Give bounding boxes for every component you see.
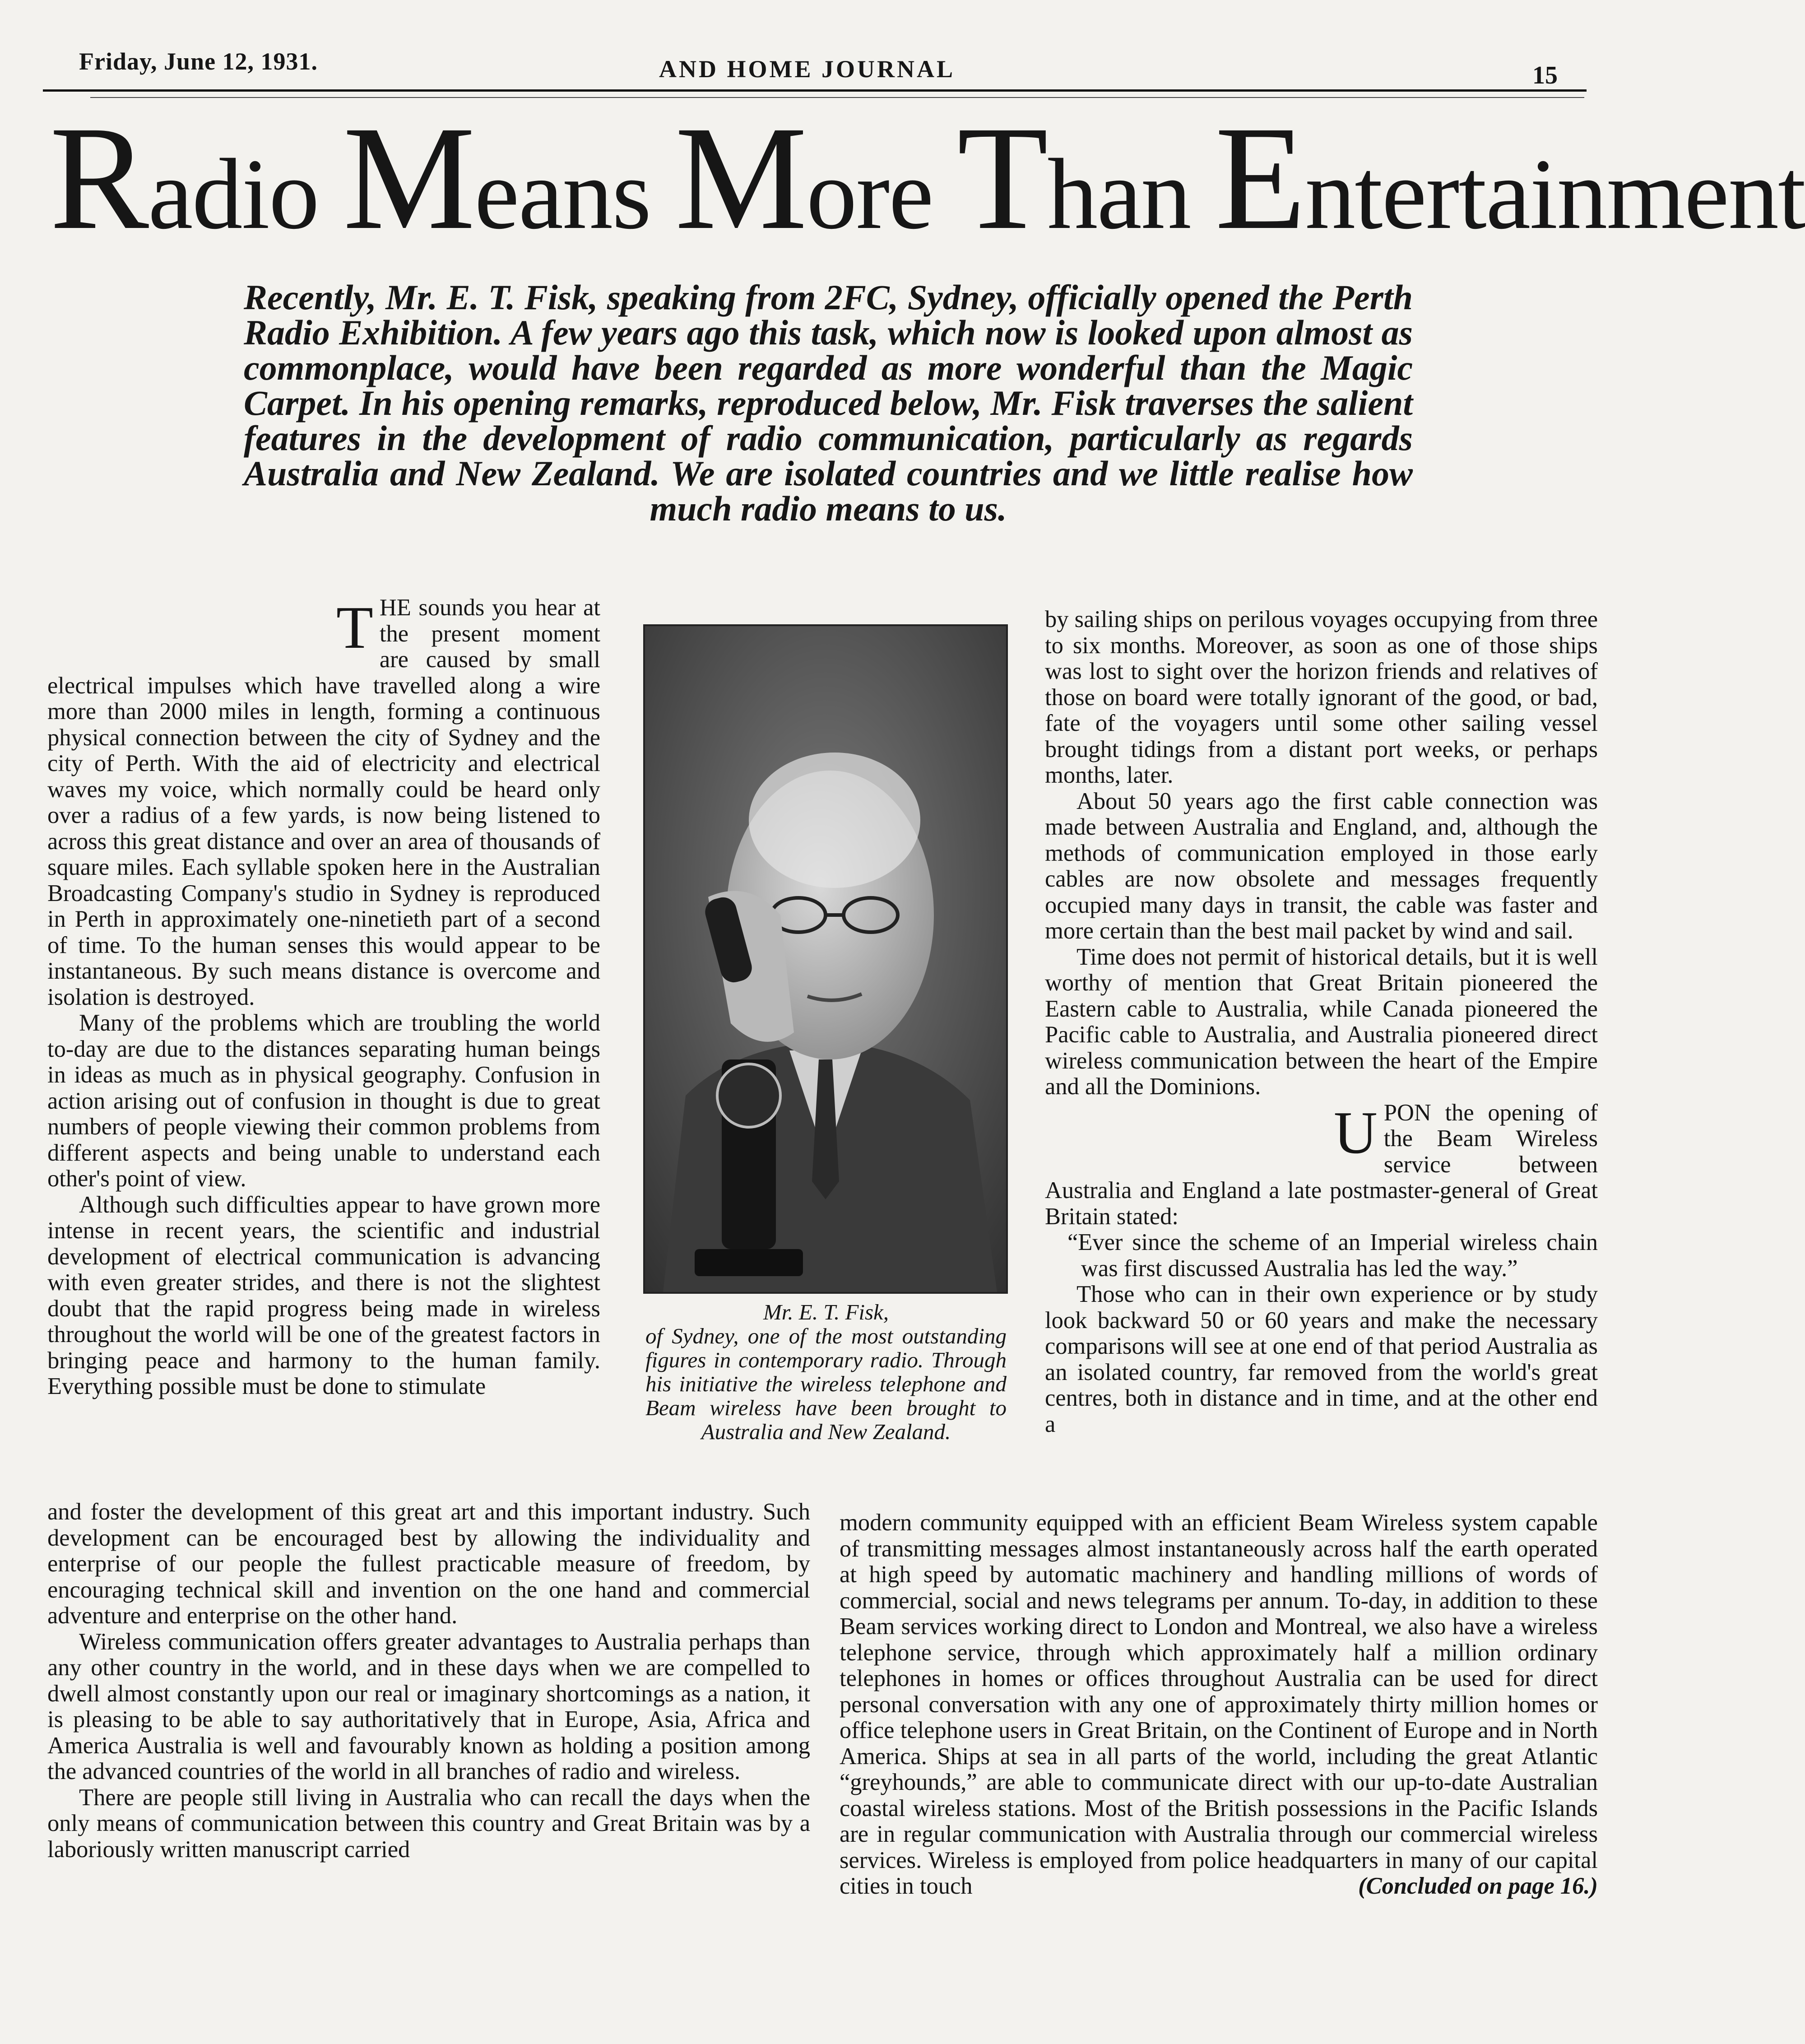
page-number: 15 bbox=[1532, 61, 1558, 89]
article-column-1 bbox=[47, 595, 600, 1400]
headline-word-3: More bbox=[675, 96, 957, 260]
drop-cap: U bbox=[1334, 1099, 1378, 1166]
drop-cap: T bbox=[336, 594, 373, 661]
article-paragraph: Those who can in their own experience or by study look backward 50 or 60 years and make the necessary comparisons will see at one end of that period Australia as an isolated country, far removed from the world's great centres, both in distance and in time, and at the other end a bbox=[1045, 1281, 1598, 1437]
article-paragraph: Time does not permit of historical details, but it is well worthy of mention that Great Britain pioneered the Eastern cable to Australia, while Canada pioneered the Pacific cable to Australia, and Australia pioneered direct wireless communication between the heart of the Empire and all the Dominions. bbox=[1045, 943, 1598, 1100]
intro-standfirst: Recently, Mr. E. T. Fisk, speaking from 2FC, Sydney, officially opened the Perth Radio Exhibition. A few years ago this task, which now is looked upon almost as commonplace, would have been regarded as more wonderful than the Magic Carpet. In his opening remarks, reproduced below, Mr. Fisk traverses the salient features in the development of radio communication, particularly as regards Australia and New Zealand. We are isolated countries and we little realise how much radio means to us. bbox=[244, 278, 1413, 528]
headline bbox=[50, 96, 1805, 260]
article-paragraph: by sailing ships on perilous voyages occupying from three to six months. Moreover, as soon as one of those ships was lost to sight over the horizon friends and relatives of those on board were totally ignorant of the good, or bad, fate of the voyagers until some other sailing vessel brought tidings from a distant port weeks, or perhaps months, later. bbox=[1045, 606, 1598, 788]
caption-name: Mr. E. T. Fisk, bbox=[763, 1300, 889, 1324]
caption-text: of Sydney, one of the most outstanding figures in contemporary radio. Through his initiative the wireless telephone and Beam wireless have been brought to Australia and New Zealand. bbox=[645, 1324, 1007, 1444]
continuation-note: (Concluded on page 16.) bbox=[1358, 1873, 1598, 1899]
headline-word-1: Radio bbox=[50, 96, 343, 260]
header-rule-thin bbox=[90, 97, 1584, 98]
article-paragraph: There are people still living in Australia who can recall the days when the only means of communication between this country and Great Britain was by a laboriously written manuscript carried bbox=[47, 1784, 810, 1863]
headline-word-5: Entertainment bbox=[1215, 96, 1805, 260]
article-paragraph: THE sounds you hear at the present moment are caused by small electrical impulses which have travelled along a wire more than 2000 miles in length, forming a continuous physical connection between the city of Sydney and the city of Perth. With the aid of electricity and electrical waves my voice, which normally could be heard only over a radius of a few yards, is now being listened to across this great distance and over an area of thousands of square miles. Each syllable spoken here in the Australian Broadcasting Company's studio in Sydney is reproduced in Perth in approximately one-ninetieth part of a second of time. To the human senses this would appear to be instantaneous. By such means distance is overcome and isolation is destroyed. bbox=[47, 594, 600, 1010]
article-column-3-continued bbox=[840, 1510, 1598, 1900]
article-paragraph: modern community equipped with an efficient Beam Wireless system capable of transmitting messages almost instantaneously across half the earth operated at high speed by automatic machinery and handling millions of words of commercial, social and news telegrams per annum. To-day, in addition to these Beam services working direct to London and Montreal, we also have a wireless telephone service, through which approximately half a million ordinary telephones in homes or offices throughout Australia can be used for direct personal conversation with any one of approximately thirty million homes or office telephone users in Great Britain, on the Continent of Europe and in North America. Ships at sea in all parts of the world, including the great Atlantic “greyhounds,” are able to communicate direct with our up-to-date Australian coastal wireless stations. Most of the British possessions in the Pacific Islands are in regular communication with Australia through our commercial wireless services. Wireless is employed from police headquarters in many of our capital cities in touch (Concluded on page 16.) bbox=[840, 1510, 1598, 1899]
header-rule bbox=[43, 89, 1587, 92]
issue-date: Friday, June 12, 1931. bbox=[79, 48, 318, 75]
article-paragraph: Wireless communication offers greater advantages to Australia perhaps than any other country in the world, and in these days when we are compelled to dwell almost constantly upon our real or imaginary shortcomings as a nation, it is pleasing to be able to say authoritatively that in Europe, Asia, Africa and America Australia is well and favourably known as holding a position among the advanced countries of the world in all branches of radio and wireless. bbox=[47, 1628, 810, 1784]
article-paragraph: Although such difficulties appear to have grown more intense in recent years, the scientific and industrial development of electrical communication is advancing with even greater strides, and there is not the slightest doubt that the rapid progress being made in wireless throughout the world will be one of the greatest factors in bringing peace and harmony to the human family. Everything possible must be done to stimulate bbox=[47, 1191, 600, 1399]
photo-caption bbox=[645, 1300, 1007, 1444]
article-paragraph: and foster the development of this great art and this important industry. Such development can be encouraged best by allowing the individuality and enterprise of our people the fullest practicable measure of freedom, by encouraging technical skill and invention on the one hand and commercial adventure and enterprise on the other hand. bbox=[47, 1499, 810, 1629]
headline-word-2: Means bbox=[343, 96, 675, 260]
article-column-3 bbox=[1045, 607, 1598, 1437]
portrait-photo bbox=[643, 624, 1008, 1294]
headline-word-4: Than bbox=[957, 96, 1215, 260]
article-paragraph: Many of the problems which are troubling the world to-day are due to the distances separating human beings in ideas as much as in physical geography. Confusion in action arising out of confusion in thought is due to great numbers of people viewing their common problems from different aspects and being unable to understand each other's point of view. bbox=[47, 1010, 600, 1192]
portrait-illustration bbox=[645, 626, 1006, 1292]
quotation: “Ever since the scheme of an Imperial wireless chain was first discussed Australia has led the way.” bbox=[1067, 1229, 1598, 1282]
article-paragraph: UPON the opening of the Beam Wireless service between Australia and England a late postmaster-general of Great Britain stated: bbox=[1045, 1099, 1598, 1230]
article-column-1-continued bbox=[47, 1499, 810, 1863]
journal-name: AND HOME JOURNAL bbox=[659, 56, 955, 83]
article-paragraph: About 50 years ago the first cable connection was made between Australia and England, and, although the methods of communication employed in those early cables are now obsolete and messages frequently occupied many days in transit, the cable was faster and more certain than the best mail packet by wind and sail. bbox=[1045, 788, 1598, 944]
